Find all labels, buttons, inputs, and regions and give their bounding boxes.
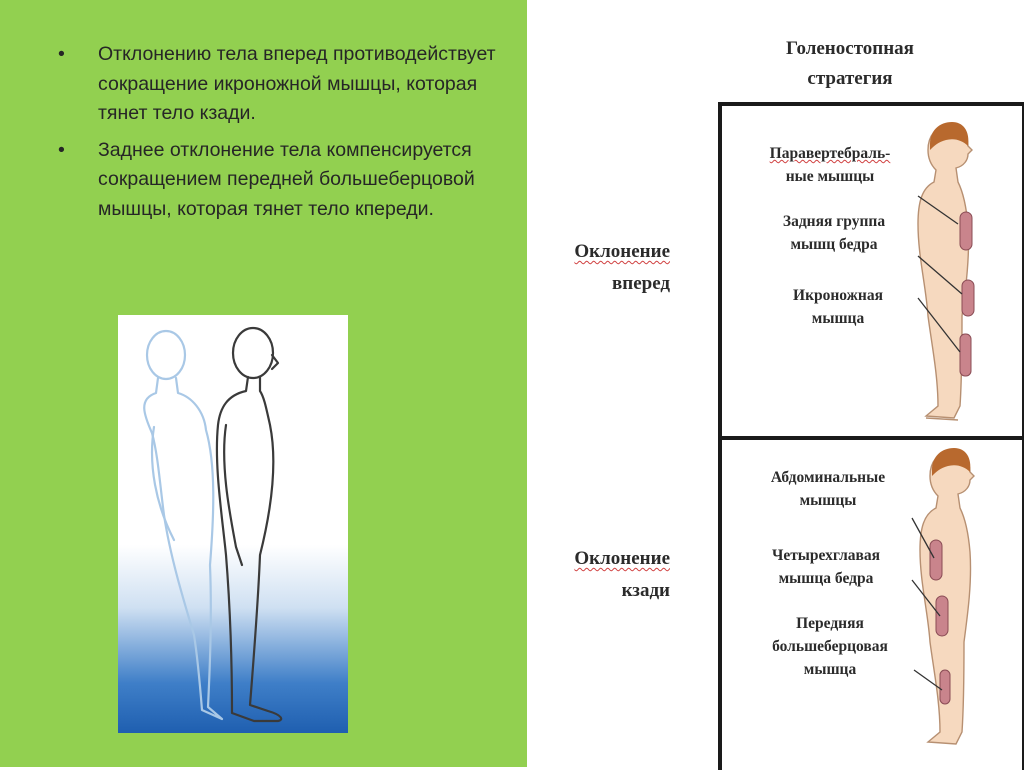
- leaning-body-outline: [144, 331, 222, 719]
- muscle-label-line: мышца: [811, 310, 865, 327]
- bullet-marker: •: [58, 43, 65, 65]
- bullet-text: Отклонению тела вперед противодействует сокращение икроножной мышцы, которая тянет тело кзади.: [98, 43, 496, 124]
- bullet-item: [58, 136, 518, 225]
- muscle-label-paravertebral: [740, 142, 920, 188]
- backward-label-line2: кзади: [621, 580, 670, 601]
- forward-sway-frame: [718, 102, 1024, 442]
- backward-sway-frame: [718, 436, 1024, 770]
- forward-sway-label: [530, 236, 670, 300]
- strategy-title: [740, 34, 960, 94]
- abdominal-muscle: [930, 540, 942, 580]
- muscle-label-line: Паравертебраль-: [769, 145, 891, 162]
- bullet-text: Заднее отклонение тела компенсируется сокращением передней большеберцовой мышцы, которая тянет тело кпереди.: [98, 138, 475, 220]
- muscle-label-line: Икроножная: [793, 287, 883, 304]
- muscle-label-line: мышцы: [799, 492, 857, 509]
- muscle-label-abdominal: [738, 466, 918, 512]
- tibialis-anterior-muscle: [940, 670, 950, 704]
- muscle-label-line: Задняя группа: [782, 213, 886, 230]
- muscle-label-line: мышц бедра: [790, 236, 878, 253]
- muscle-label-line: мышца бедра: [778, 570, 874, 587]
- muscle-label-line: Четырехглавая: [771, 547, 881, 564]
- muscle-label-calf: [758, 284, 918, 330]
- backward-label-line1: Оклонение: [574, 548, 670, 569]
- paravertebral-muscle: [960, 212, 972, 250]
- muscle-label-hamstring: [744, 210, 924, 256]
- hamstring-muscle: [962, 280, 974, 316]
- bullet-item: [58, 40, 518, 129]
- forward-label-line2: вперед: [611, 273, 670, 294]
- sway-figure-illustration: [118, 315, 348, 733]
- body-outlines: [118, 315, 348, 733]
- muscle-label-line: Передняя: [796, 615, 864, 632]
- muscle-label-line: Абдоминальные: [770, 469, 886, 486]
- upright-body-outline: [217, 328, 281, 721]
- muscle-label-quadriceps: [736, 544, 916, 590]
- muscle-label-line: мышца: [803, 661, 857, 678]
- muscle-label-line: большеберцовая: [772, 638, 888, 655]
- strategy-title-line1: Голеностопная: [786, 38, 914, 59]
- muscle-label-tibialis: [740, 612, 920, 681]
- strategy-title-line2: стратегия: [807, 68, 893, 89]
- bullet-marker: •: [58, 138, 65, 161]
- bullet-list: [58, 40, 518, 231]
- quadriceps-muscle: [936, 596, 948, 636]
- backward-sway-label: [530, 543, 670, 607]
- forward-label-line1: Оклонение: [574, 241, 670, 262]
- muscle-label-line: ные мышцы: [785, 168, 875, 185]
- calf-muscle: [960, 334, 971, 376]
